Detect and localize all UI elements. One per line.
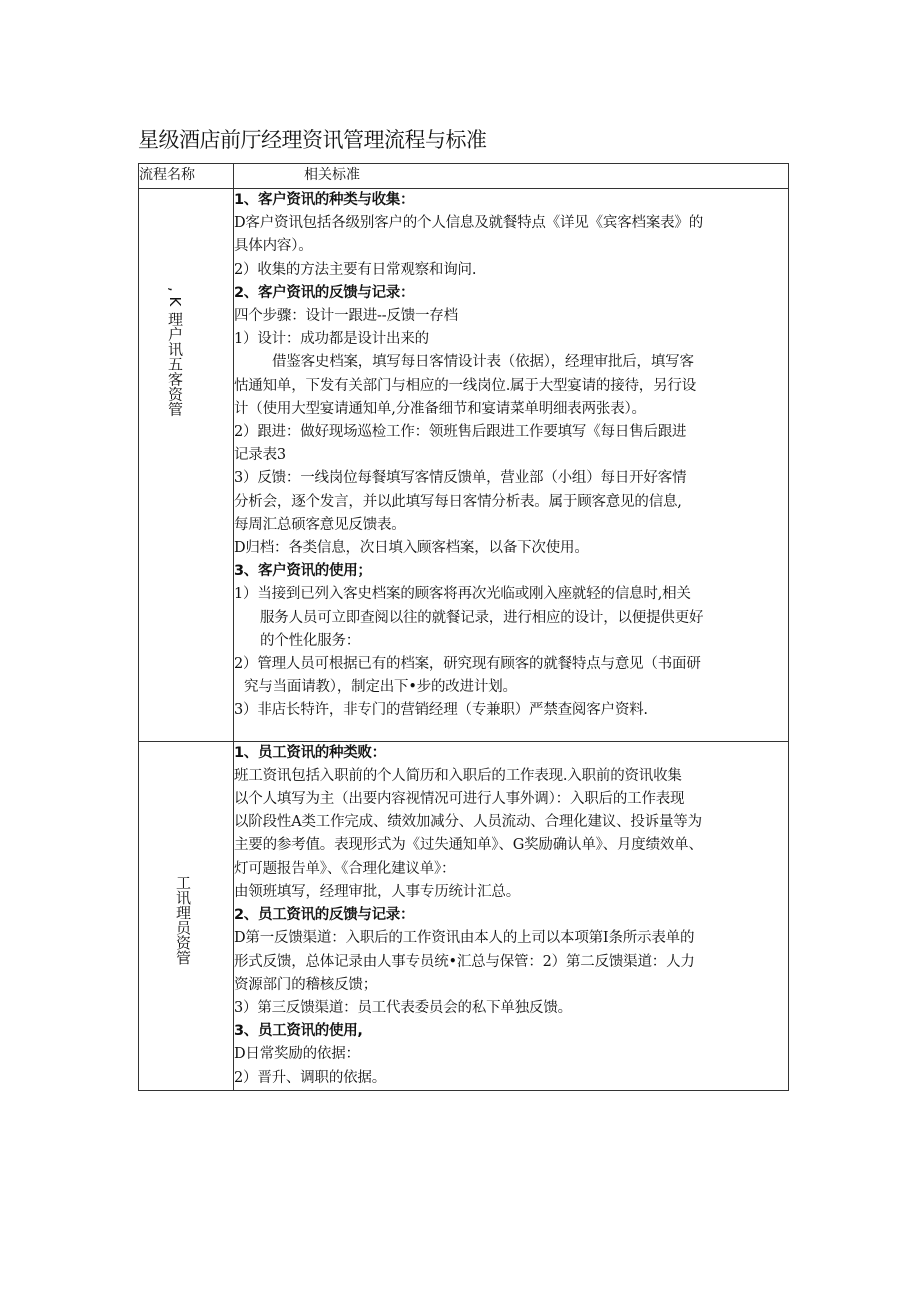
text-line: 以阶段性A类工作完成、绩效加减分、人员流动、合理化建议、投诉量等为 — [234, 814, 702, 831]
standard-content-customer — [234, 189, 789, 742]
text-line: 灯可题报告单》、《合理化建议单》： — [234, 860, 456, 877]
text-line: 每周汇总硕客意见反馈表。 — [234, 516, 406, 533]
text-line: 3）反馈：一线岗位每餐填写客情反馈单，营业部（小组）每日开好客情 — [234, 470, 687, 487]
text-line: 具体内容）。 — [234, 238, 313, 255]
text-line: 2）收集的方法主要有日常观察和询问. — [234, 261, 477, 278]
section-heading: 3、客户资讯的使用； — [234, 563, 372, 580]
category-cell — [139, 741, 234, 1090]
section-heading: 1、客户资讯的种类与收集： — [234, 192, 415, 208]
text-line: 2）晋升、调职的依据。 — [234, 1069, 387, 1086]
text-line: D客户资讯包括各级别客户的个人信息及就餐特点《详见《宾客档案表》的 — [234, 215, 704, 232]
text-line: 主要的参考值。表现形式为《过失通知单》、G奖励确认单》、月度绩效单、 — [234, 837, 703, 854]
header-process-name: 流程名称 — [139, 164, 234, 189]
text-line: 2）跟进：做好现场巡检工作：领班售后跟进工作要填写《每日售后跟进 — [234, 424, 687, 441]
text-line: 形式反馈，总体记录由人事专员统•汇总与保管：2）第二反馈渠道：人力 — [234, 953, 695, 970]
section-heading: 3、员工资讯的使用, — [234, 1023, 363, 1040]
text-line: 四个步骤：设计一跟进--反馈一存档 — [234, 308, 458, 325]
text-line: 3）非店长特许，非专门的营销经理（专兼职）严禁查阅客户资料. — [234, 702, 648, 719]
category-label-customer-info: , K 理户讯五客资管 — [166, 287, 184, 417]
text-line: 记录表3 — [234, 447, 286, 464]
table-row — [139, 741, 789, 1090]
text-line: 2）管理人员可根据已有的档案，研究现有顾客的就餐特点与意见（书面研 — [234, 656, 701, 673]
text-line: 借鉴客史档案，填写每日客情设计表（依据），经理审批后，填写客 — [272, 354, 694, 371]
spacer — [234, 723, 788, 741]
text-line: D归档：各类信息，次日填入顾客档案，以备下次使用。 — [234, 540, 589, 557]
page-title: 星级酒店前厅经理资讯管理流程与标准 — [138, 128, 487, 152]
section-heading: 1、员工资讯的种类败： — [234, 744, 386, 761]
text-line: 资源部门的稽核反馈； — [234, 976, 377, 993]
text-line: 3）第三反馈渠道：员工代表委员会的私下单独反馈。 — [234, 999, 572, 1016]
text-line: 1）当接到已列入客史档案的顾客将再次光临或刚入座就轻的信息时,相关 — [234, 586, 691, 603]
text-line: 班工资讯包括入职前的个人简历和入职后的工作表现.入职前的资讯收集 — [234, 767, 682, 784]
table-header-row — [139, 164, 789, 189]
table-row — [139, 189, 789, 742]
text-line: 究与当面请教），制定出下•步的改进计划。 — [244, 679, 517, 696]
header-related-standard: 相关标准 — [234, 164, 789, 189]
text-line: D第一反馈渠道：入职后的工作资讯由本人的上司以本项第I条所示表单的 — [234, 930, 695, 947]
section-heading: 2、客户资讯的反馈与记录： — [234, 284, 415, 301]
text-line: D日常奖励的依据： — [234, 1046, 360, 1063]
text-line: 以个人填写为主（出要内容视情况可进行人事外调）：入职后的工作表现 — [234, 791, 685, 808]
category-label-staff-info: 工讯理员资管 — [174, 874, 192, 965]
category-cell — [139, 189, 234, 742]
standard-content-staff — [234, 741, 789, 1090]
text-line: 服务人员可立即查阅以往的就餐记录，进行相应的设计，以便提供更好 — [260, 609, 704, 626]
text-line: 的个性化服务： — [260, 632, 361, 649]
section-heading: 2、员工资讯的反馈与记录： — [234, 907, 415, 924]
text-line: 1）设计：成功都是设计出来的 — [234, 331, 429, 348]
text-line: 怙通知单，下发有关部门与相应的一线岗位.属于大型宴请的接待，另行设 — [234, 377, 697, 394]
standards-table — [138, 163, 789, 1091]
text-line: 分析会，逐个发言，并以此填写每日客情分析表。属于顾客意见的信息, — [234, 493, 682, 510]
text-line: 由领班填写，经理审批，人事专历统计汇总。 — [234, 883, 520, 900]
text-line: 计（使用大型宴请通知单,分准备细节和宴请菜单明细表两张表）。 — [234, 400, 646, 417]
